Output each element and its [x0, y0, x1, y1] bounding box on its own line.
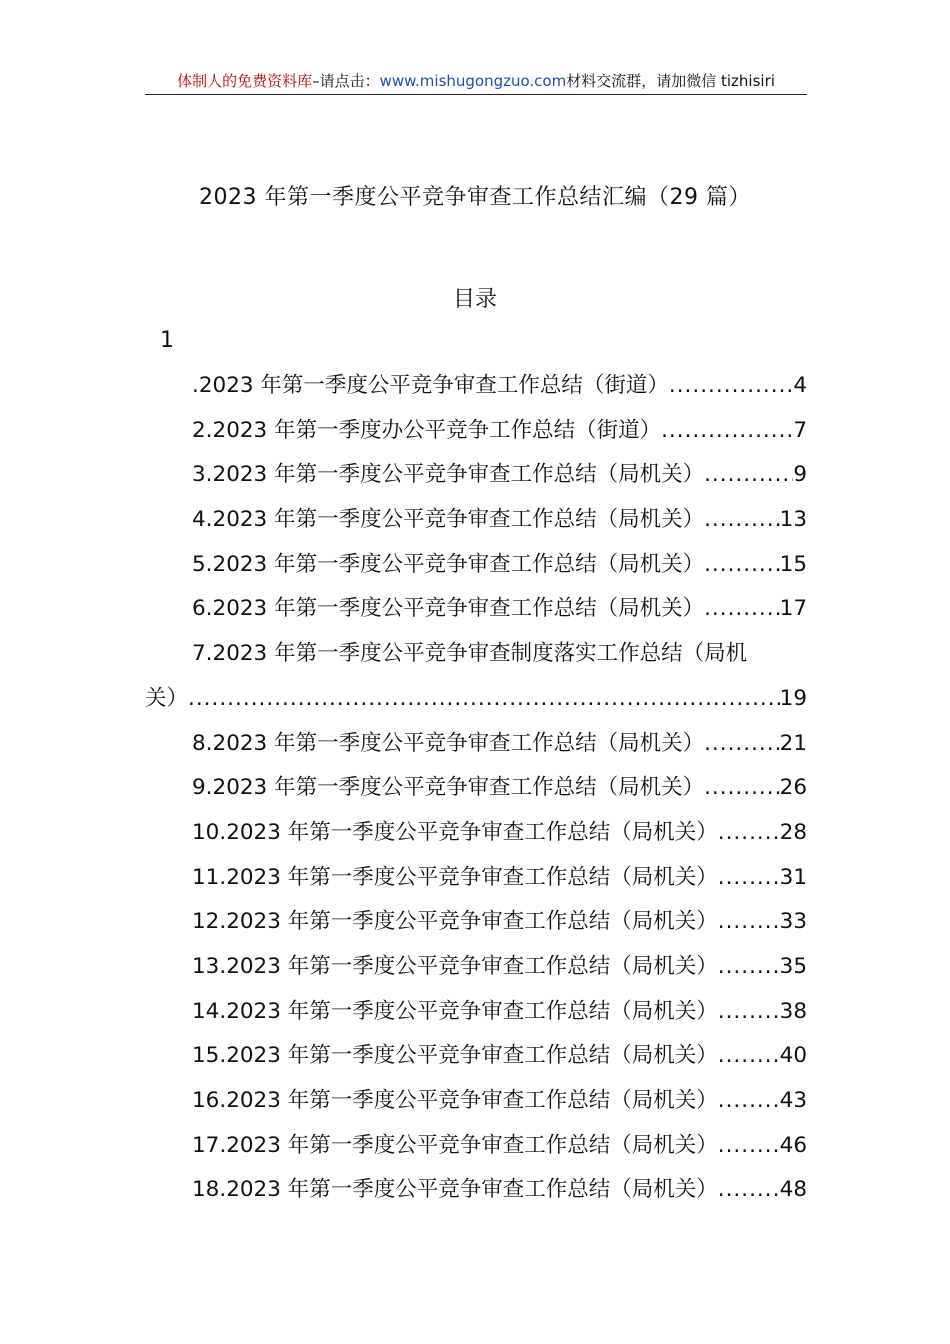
toc-entry-title: 13.2023 年第一季度公平竞争审查工作总结（局机关） — [192, 953, 718, 979]
toc-entry[interactable] — [145, 1079, 807, 1124]
toc-leader — [704, 587, 780, 632]
toc-entry-page: 43 — [779, 1088, 807, 1113]
toc-entry-page: 35 — [779, 953, 807, 979]
toc-entry-title: 18.2023 年第一季度公平竞争审查工作总结（局机关） — [192, 1177, 718, 1203]
toc-leader — [718, 945, 780, 990]
toc-entry-title: 8.2023 年第一季度公平竞争审查工作总结（局机关） — [192, 730, 705, 756]
toc-entry-page: 40 — [779, 1043, 807, 1069]
toc-entry-continuation[interactable] — [145, 677, 807, 722]
toc-entry-page: 4 — [793, 373, 807, 398]
toc-entry-page: 13 — [779, 507, 807, 533]
toc-leader — [718, 856, 780, 901]
toc-entry-page: 9 — [793, 462, 807, 488]
toc-entry[interactable] — [145, 1168, 807, 1213]
toc-entry-page: 31 — [779, 864, 807, 890]
toc-leader — [718, 811, 780, 856]
toc-leader — [704, 543, 780, 588]
toc-entry[interactable] — [145, 632, 807, 677]
toc-leader — [718, 1034, 780, 1079]
toc-entry-page: 33 — [779, 909, 807, 935]
toc-entry-title: 2.2023 年第一季度办公平竞争工作总结（街道） — [192, 417, 662, 443]
toc-entry[interactable] — [145, 587, 807, 632]
toc-leader — [661, 409, 793, 454]
table-of-contents — [145, 364, 807, 1213]
toc-first-number: 1 — [160, 328, 174, 353]
toc-entry[interactable] — [145, 990, 807, 1035]
toc-entry[interactable] — [145, 453, 807, 498]
toc-entry-title: 4.2023 年第一季度公平竞争审查工作总结（局机关） — [192, 507, 705, 533]
toc-entry[interactable] — [145, 945, 807, 990]
toc-entry[interactable] — [145, 1034, 807, 1079]
toc-entry-page: 26 — [779, 775, 807, 801]
toc-leader — [704, 498, 780, 543]
header-tail: 材料交流群，请加微信 tizhisiri — [566, 72, 775, 90]
toc-entry-page: 46 — [779, 1132, 807, 1158]
header-prompt: –请点击： — [312, 72, 380, 90]
toc-entry-page: 21 — [779, 730, 807, 756]
header-brand: 体制人的免费资料库 — [177, 72, 313, 90]
toc-entry[interactable] — [145, 900, 807, 945]
toc-entry-title-cont: 关） — [145, 685, 189, 711]
toc-entry-page: 48 — [779, 1177, 807, 1203]
toc-entry[interactable] — [145, 811, 807, 856]
toc-entry[interactable] — [145, 543, 807, 588]
toc-entry[interactable] — [145, 409, 807, 454]
toc-entry-page: 15 — [779, 551, 807, 577]
document-title: 2023 年第一季度公平竞争审查工作总结汇编（29 篇） — [199, 185, 751, 210]
toc-leader — [704, 766, 780, 811]
toc-entry-title: 11.2023 年第一季度公平竞争审查工作总结（局机关） — [192, 864, 718, 890]
toc-entry-page: 38 — [779, 998, 807, 1024]
toc-leader — [669, 364, 793, 409]
toc-entry-title: 5.2023 年第一季度公平竞争审查工作总结（局机关） — [192, 551, 705, 577]
toc-entry-title: 7.2023 年第一季度公平竞争审查制度落实工作总结（局机 — [192, 641, 748, 667]
toc-entry-title: 15.2023 年第一季度公平竞争审查工作总结（局机关） — [192, 1043, 718, 1069]
toc-entry-title: 6.2023 年第一季度公平竞争审查工作总结（局机关） — [192, 596, 705, 622]
toc-leader — [704, 722, 780, 767]
toc-leader — [718, 1168, 780, 1213]
toc-entry[interactable] — [145, 364, 807, 409]
toc-entry-title: 17.2023 年第一季度公平竞争审查工作总结（局机关） — [192, 1132, 718, 1158]
toc-entry-title: 10.2023 年第一季度公平竞争审查工作总结（局机关） — [192, 819, 718, 845]
toc-entry-page: 19 — [779, 685, 807, 711]
toc-entry-title: .2023 年第一季度公平竞争审查工作总结（街道） — [192, 373, 669, 398]
toc-entry-page: 7 — [793, 417, 807, 443]
toc-entry-page: 17 — [779, 596, 807, 622]
toc-entry-title: 14.2023 年第一季度公平竞争审查工作总结（局机关） — [192, 998, 718, 1024]
toc-leader — [704, 453, 793, 498]
toc-leader — [718, 900, 780, 945]
toc-entry[interactable] — [145, 722, 807, 767]
page-header — [145, 68, 807, 95]
toc-leader — [718, 990, 780, 1035]
header-link[interactable]: www.mishugongzuo.com — [379, 72, 567, 90]
toc-leader — [718, 1079, 780, 1124]
toc-entry[interactable] — [145, 856, 807, 901]
toc-leader — [718, 1124, 780, 1169]
toc-entry-title: 16.2023 年第一季度公平竞争审查工作总结（局机关） — [192, 1088, 718, 1113]
toc-entry-title: 3.2023 年第一季度公平竞争审查工作总结（局机关） — [192, 462, 705, 488]
toc-heading: 目录 — [452, 287, 497, 312]
toc-entry[interactable] — [145, 766, 807, 811]
toc-leader — [188, 677, 780, 722]
toc-entry-title: 9.2023 年第一季度公平竞争审查工作总结（局机关） — [192, 775, 705, 801]
toc-entry[interactable] — [145, 498, 807, 543]
toc-entry-title: 12.2023 年第一季度公平竞争审查工作总结（局机关） — [192, 909, 718, 935]
toc-entry-page: 28 — [779, 819, 807, 845]
toc-entry[interactable] — [145, 1124, 807, 1169]
